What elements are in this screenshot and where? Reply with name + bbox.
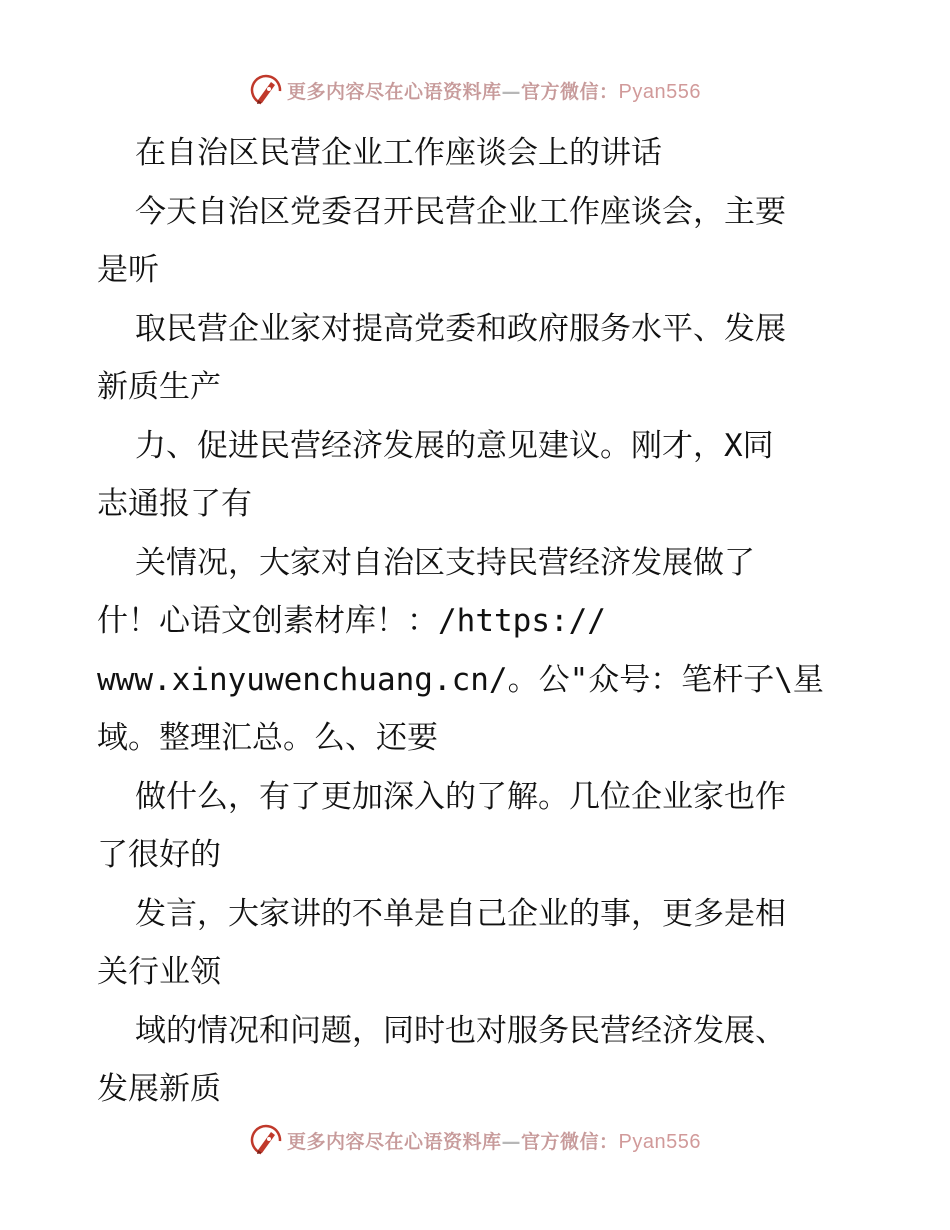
pen-logo-icon — [249, 73, 283, 107]
banner-wechat-label: 官方微信： — [521, 1130, 619, 1153]
banner-wechat-id: Pyan556 — [618, 80, 701, 103]
text-line: 今天自治区党委召开民营企业工作座谈会，主要 — [135, 193, 786, 230]
banner-brand-text: 更多内容尽在心语资料库 — [287, 1130, 502, 1153]
banner-separator: — — [501, 1130, 522, 1153]
text-line: 做什么，有了更加深入的了解。几位企业家也作 — [135, 778, 786, 815]
text-line: 关行业领 — [97, 954, 221, 990]
text-line: 发展新质 — [97, 1071, 221, 1107]
text-line: www.xinyuwenchuang.cn/。公"众号：笔杆子\星 — [97, 661, 824, 698]
banner-wechat-id: Pyan556 — [618, 1130, 701, 1153]
text-line: 什！心语文创素材库！：/https:// — [97, 603, 606, 639]
pen-logo-icon — [249, 1123, 283, 1157]
banner-brand-text: 更多内容尽在心语资料库 — [287, 80, 502, 103]
header-banner — [0, 68, 950, 112]
text-line: 了很好的 — [97, 837, 221, 873]
text-line: 取民营企业家对提高党委和政府服务水平、发展 — [135, 310, 786, 347]
text-line: 新质生产 — [97, 369, 221, 405]
text-line: 志通报了有 — [97, 486, 252, 522]
text-line: 发言，大家讲的不单是自己企业的事，更多是相 — [135, 895, 786, 932]
text-line: 关情况，大家对自治区支持民营经济发展做了 — [135, 544, 755, 581]
text-line: 是听 — [97, 252, 159, 288]
banner-wechat-label: 官方微信： — [521, 80, 619, 103]
document-title: 在自治区民营企业工作座谈会上的讲话 — [135, 135, 662, 171]
document-body — [97, 124, 857, 1119]
footer-banner — [0, 1118, 950, 1162]
text-line: 力、促进民营经济发展的意见建议。刚才，X同 — [135, 427, 774, 464]
text-line: 域。整理汇总。么、还要 — [97, 720, 438, 756]
banner-separator: — — [501, 80, 522, 103]
text-line: 域的情况和问题，同时也对服务民营经济发展、 — [135, 1012, 786, 1049]
